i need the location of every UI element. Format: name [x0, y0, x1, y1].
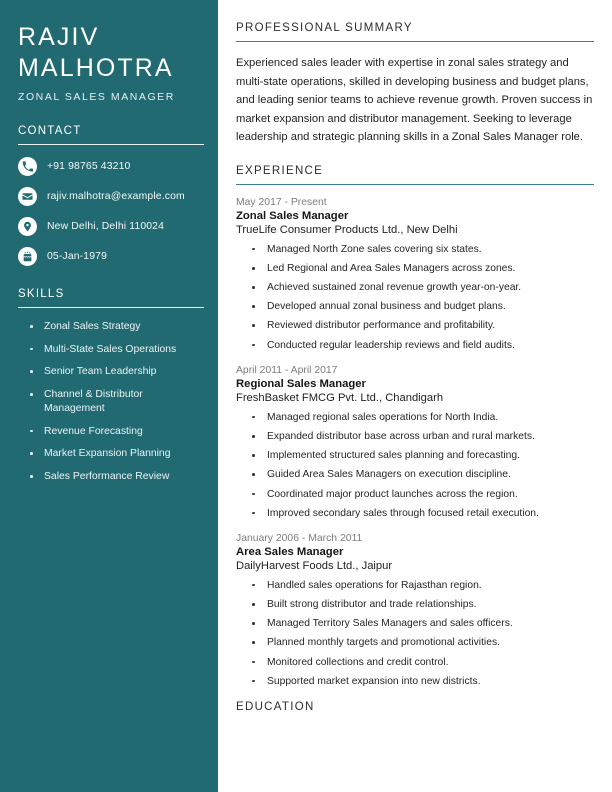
professional-summary-section	[236, 22, 594, 147]
experience-section	[236, 165, 594, 688]
job-company: DailyHarvest Foods Ltd., Jaipur	[236, 559, 393, 572]
job-company: TrueLife Consumer Products Ltd., New Delhi	[236, 223, 458, 236]
location-pin-icon	[18, 217, 37, 236]
job-bullets	[236, 243, 594, 352]
list-item: Revenue Forecasting	[18, 425, 204, 439]
skills-divider	[18, 307, 204, 308]
job-role: Regional Sales Manager	[236, 377, 366, 390]
list-item: Handled sales operations for Rajasthan region.	[236, 579, 594, 592]
last-name: MALHOTRA	[18, 54, 174, 82]
list-item: Senior Team Leadership	[18, 365, 204, 379]
job-dates: January 2006 - March 2011	[236, 532, 363, 544]
birthday-cake-icon	[18, 247, 37, 266]
contact-heading: CONTACT	[18, 125, 82, 137]
name-block	[18, 22, 204, 103]
contact-row-location[interactable]	[18, 217, 204, 236]
list-item: Led Regional and Area Sales Managers across zones.	[236, 262, 594, 275]
experience-entry	[236, 533, 594, 688]
job-company: FreshBasket FMCG Pvt. Ltd., Chandigarh	[236, 391, 444, 404]
list-item: Improved secondary sales through focused retail execution.	[236, 507, 594, 520]
job-bullets	[236, 579, 594, 688]
education-section	[236, 701, 594, 713]
list-item: Managed regional sales operations for North India.	[236, 411, 594, 424]
job-dates: April 2011 - April 2017	[236, 364, 338, 376]
email-icon	[18, 187, 37, 206]
birthdate-value: 05-Jan-1979	[47, 251, 107, 262]
list-item: Expanded distributor base across urban and rural markets.	[236, 430, 594, 443]
skills-heading: SKILLS	[18, 288, 65, 300]
list-item: Planned monthly targets and promotional activities.	[236, 636, 594, 649]
list-item: Achieved sustained zonal revenue growth year-on-year.	[236, 281, 594, 294]
contact-divider	[18, 144, 204, 145]
contact-section	[18, 125, 204, 266]
list-item: Supported market expansion into new districts.	[236, 675, 594, 688]
summary-divider	[236, 41, 594, 42]
experience-entry	[236, 365, 594, 520]
list-item: Monitored collections and credit control.	[236, 656, 594, 669]
spacer	[236, 147, 594, 165]
first-name: RAJIV	[18, 23, 100, 51]
list-item: Managed North Zone sales covering six states.	[236, 243, 594, 256]
sidebar	[0, 0, 218, 792]
skills-section	[18, 288, 204, 484]
summary-heading: PROFESSIONAL SUMMARY	[236, 22, 413, 34]
experience-divider	[236, 184, 594, 185]
summary-text: Experienced sales leader with expertise in zonal sales strategy and multi-state operations, skilled in developing business and budget plans, and leading senior teams to achieve revenue growth. Proven success in market expansion and distributor management. Seeking to leverage leadership and strategic planning skills in a Zonal Sales Manager role.	[236, 57, 593, 144]
email-value: rajiv.malhotra@example.com	[47, 191, 185, 202]
main-content	[218, 0, 612, 792]
list-item: Zonal Sales Strategy	[18, 320, 204, 334]
list-item: Developed annual zonal business and budget plans.	[236, 300, 594, 313]
list-item: Sales Performance Review	[18, 470, 204, 484]
list-item: Implemented structured sales planning and forecasting.	[236, 449, 594, 462]
list-item: Channel & Distributor Management	[18, 388, 204, 415]
headline-job-title: ZONAL SALES MANAGER	[18, 91, 175, 103]
job-role: Zonal Sales Manager	[236, 209, 349, 222]
list-item: Guided Area Sales Managers on execution discipline.	[236, 468, 594, 481]
list-item: Managed Territory Sales Managers and sales officers.	[236, 617, 594, 630]
contact-row-email[interactable]	[18, 187, 204, 206]
job-role: Area Sales Manager	[236, 545, 344, 558]
list-item: Built strong distributor and trade relationships.	[236, 598, 594, 611]
list-item: Market Expansion Planning	[18, 447, 204, 461]
contact-row-birthdate[interactable]	[18, 247, 204, 266]
phone-value: +91 98765 43210	[47, 161, 131, 172]
education-heading: EDUCATION	[236, 700, 315, 713]
location-value: New Delhi, Delhi 110024	[47, 221, 165, 232]
list-item: Conducted regular leadership reviews and field audits.	[236, 339, 594, 352]
phone-icon	[18, 157, 37, 176]
experience-heading: EXPERIENCE	[236, 164, 324, 177]
skills-list	[18, 320, 204, 484]
list-item: Reviewed distributor performance and profitability.	[236, 319, 594, 332]
list-item: Multi-State Sales Operations	[18, 343, 204, 357]
list-item: Coordinated major product launches across the region.	[236, 488, 594, 501]
contact-row-phone[interactable]	[18, 157, 204, 176]
experience-entry	[236, 197, 594, 352]
job-bullets	[236, 411, 594, 520]
job-dates: May 2017 - Present	[236, 196, 327, 208]
